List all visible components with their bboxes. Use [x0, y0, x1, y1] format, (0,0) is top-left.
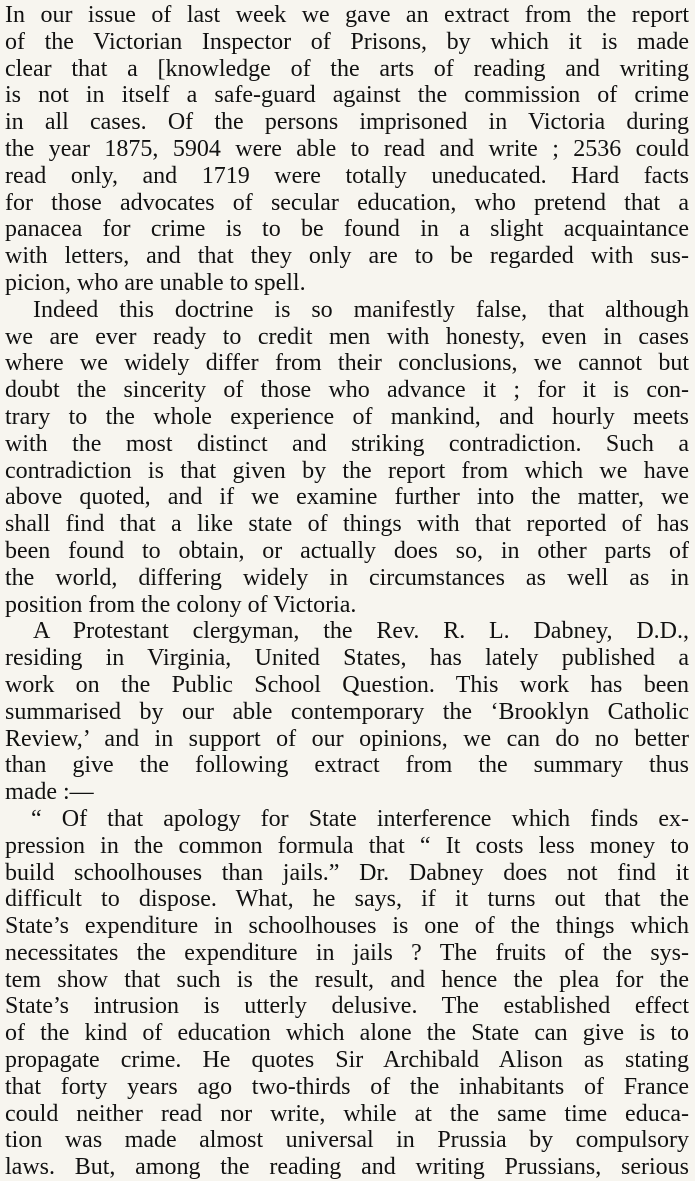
- text-line: picion, who are unable to spell.: [5, 269, 306, 296]
- text-line: we are ever ready to credit men with honesty, even in cases: [5, 323, 689, 350]
- text-line: been found to obtain, or actually does so, in other parts of: [5, 537, 689, 564]
- text-line: necessitates the expenditure in jails ? The fruits of the sys-: [5, 939, 689, 966]
- text-line: Indeed this doctrine is so manifestly false, that although: [33, 296, 689, 323]
- text-line: made :—: [5, 779, 94, 806]
- text-line: is not in itself a safe-guard against the commission of crime: [5, 82, 689, 109]
- text-line: of the kind of education which alone the State can give is to: [5, 1020, 689, 1047]
- text-line: Review,’ and in support of our opinions, we can do no better: [5, 725, 689, 752]
- text-line: tem show that such is the result, and hence the plea for the: [5, 966, 689, 993]
- text-line: than give the following extract from the summary thus: [5, 752, 689, 779]
- text-line: contradiction is that given by the report from which we have: [5, 457, 689, 484]
- text-line: build schoolhouses than jails.” Dr. Dabney does not find it: [5, 859, 689, 886]
- text-line: for those advocates of secular education, who pretend that a: [5, 189, 689, 216]
- paragraph-2: [5, 297, 689, 619]
- text-line: doubt the sincerity of those who advance it ; for it is con-: [5, 377, 689, 404]
- text-line: laws. But, among the reading and writing Prussians, serious: [5, 1154, 689, 1181]
- paragraph-3: [5, 618, 689, 806]
- text-line: with the most distinct and striking contradiction. Such a: [5, 430, 689, 457]
- text-line: panacea for crime is to be found in a slight acquaintance: [5, 216, 689, 243]
- paragraph-4-quotation: [5, 806, 689, 1181]
- text-line: pression in the common formula that “ It costs less money to: [5, 832, 689, 859]
- text-line: State’s expenditure in schoolhouses is one of the things which: [5, 913, 689, 940]
- text-line: read only, and 1719 were totally uneducated. Hard facts: [5, 162, 689, 189]
- text-line: clear that a [knowledge of the arts of reading and writing: [5, 55, 689, 82]
- text-line: difficult to dispose. What, he says, if it turns out that the: [5, 886, 689, 913]
- text-line: with letters, and that they only are to be regarded with sus-: [5, 243, 689, 270]
- article-body: [5, 2, 689, 1181]
- text-line: State’s intrusion is utterly delusive. The established effect: [5, 993, 689, 1020]
- text-line: In our issue of last week we gave an extract from the report: [5, 2, 689, 28]
- text-line: that forty years ago two-thirds of the inhabitants of France: [5, 1073, 689, 1100]
- text-line: tion was made almost universal in Prussia by compulsory: [5, 1127, 689, 1154]
- text-line: of the Victorian Inspector of Prisons, by which it is made: [5, 28, 689, 55]
- text-line: residing in Virginia, United States, has lately published a: [5, 645, 689, 672]
- text-line: above quoted, and if we examine further into the matter, we: [5, 484, 689, 511]
- text-line: the year 1875, 5904 were able to read and write ; 2536 could: [5, 135, 689, 162]
- text-line: could neither read nor write, while at the same time educa-: [5, 1100, 689, 1127]
- text-line: work on the Public School Question. This work has been: [5, 671, 689, 698]
- text-line: position from the colony of Victoria.: [5, 591, 357, 618]
- text-line: in all cases. Of the persons imprisoned in Victoria during: [5, 109, 689, 136]
- text-line: the world, differing widely in circumstances as well as in: [5, 564, 689, 591]
- text-line: where we widely differ from their conclusions, we cannot but: [5, 350, 689, 377]
- text-line: summarised by our able contemporary the ‘Brooklyn Catholic: [5, 698, 689, 725]
- text-line: propagate crime. He quotes Sir Archibald Alison as stating: [5, 1047, 689, 1074]
- paragraph-1: [5, 2, 689, 297]
- text-line: A Protestant clergyman, the Rev. R. L. Dabney, D.D.,: [33, 618, 689, 645]
- text-line: shall find that a like state of things with that reported of has: [5, 511, 689, 538]
- text-line: trary to the whole experience of mankind, and hourly meets: [5, 403, 689, 430]
- text-line: “ Of that apology for State interference which finds ex-: [31, 805, 689, 832]
